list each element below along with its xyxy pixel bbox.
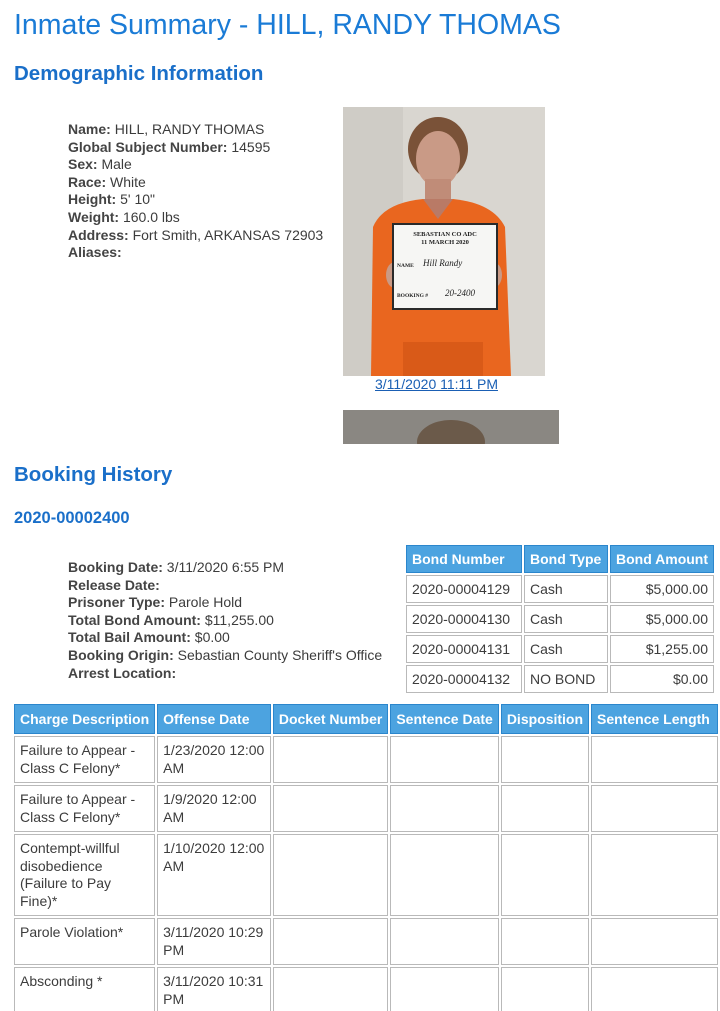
booking-row-total-bond — [68, 612, 382, 630]
booking-history-heading: Booking History — [14, 463, 173, 486]
info-row-address — [68, 227, 323, 245]
bond-number-cell: 2020-00004130 — [406, 605, 522, 633]
info-value: 5' 10" — [120, 191, 155, 208]
disposition-cell — [501, 785, 589, 832]
charge-description-cell: Absconding * — [14, 967, 155, 1011]
sentence-date-cell — [390, 736, 498, 783]
info-label: Name: — [68, 121, 111, 137]
photo-date-link[interactable]: 3/11/2020 11:11 PM — [375, 376, 498, 392]
charge-row — [14, 785, 718, 832]
info-label: Total Bond Amount: — [68, 611, 201, 628]
charge-description-cell: Failure to Appear - Class C Felony* — [14, 736, 155, 783]
sentence-length-cell — [591, 834, 718, 916]
info-label: Aliases: — [68, 244, 122, 261]
placard-name-value: Hill Randy — [423, 258, 463, 268]
bond-header-number: Bond Number — [406, 545, 522, 573]
info-value: Fort Smith, ARKANSAS 72903 — [132, 226, 324, 243]
docket-number-cell — [273, 736, 388, 783]
charges-table — [12, 702, 720, 1011]
booking-row-release — [68, 577, 382, 595]
charge-row — [14, 736, 718, 783]
info-row-subject-number — [68, 139, 323, 157]
demographics-heading: Demographic Information — [14, 62, 264, 85]
docket-number-cell — [273, 834, 388, 916]
disposition-cell — [501, 736, 589, 783]
sentence-date-cell — [390, 785, 498, 832]
info-label: Race: — [68, 173, 107, 190]
info-label: Prisoner Type: — [68, 594, 165, 611]
sentence-length-cell — [591, 736, 718, 783]
info-label: Sex: — [68, 156, 98, 173]
info-row-race — [68, 174, 323, 192]
bond-amount-cell: $5,000.00 — [610, 605, 714, 633]
info-row-name — [68, 121, 323, 139]
bond-number-cell: 2020-00004129 — [406, 575, 522, 603]
offense-date-cell: 3/11/2020 10:29 PM — [157, 918, 271, 965]
info-label: Weight: — [68, 208, 120, 225]
charge-row — [14, 967, 718, 1011]
booking-info — [68, 559, 382, 682]
bond-header-type: Bond Type — [524, 545, 608, 573]
charge-header-sentence-length: Sentence Length — [591, 704, 718, 734]
bond-number-cell: 2020-00004131 — [406, 635, 522, 663]
info-value: Sebastian County Sheriff's Office — [177, 646, 383, 663]
disposition-cell — [501, 834, 589, 916]
info-value: White — [110, 173, 146, 190]
bond-number-cell: 2020-00004132 — [406, 665, 522, 693]
info-label: Total Bail Amount: — [68, 629, 191, 646]
info-row-weight — [68, 209, 323, 227]
sentence-date-cell — [390, 967, 498, 1011]
info-label: Booking Origin: — [68, 646, 174, 663]
bond-type-cell: Cash — [524, 575, 608, 603]
info-value: 3/11/2020 6:55 PM — [166, 559, 285, 575]
booking-row-origin — [68, 647, 382, 665]
bond-header-amount: Bond Amount — [610, 545, 714, 573]
docket-number-cell — [273, 967, 388, 1011]
info-value: Parole Hold — [168, 594, 243, 611]
sentence-date-cell — [390, 918, 498, 965]
placard-booking-value: 20-2400 — [445, 288, 475, 298]
charge-header-offense-date: Offense Date — [157, 704, 271, 734]
info-value: 160.0 lbs — [122, 208, 180, 225]
charge-header-docket-number: Docket Number — [273, 704, 388, 734]
bond-row — [406, 635, 714, 663]
bond-row — [406, 605, 714, 633]
booking-row-arrest-location — [68, 665, 382, 683]
charge-header-disposition: Disposition — [501, 704, 589, 734]
info-value: 14595 — [231, 138, 271, 155]
bond-table-header-row — [406, 545, 714, 573]
offense-date-cell: 1/23/2020 12:00 AM — [157, 736, 271, 783]
demographics-info — [68, 121, 323, 262]
disposition-cell — [501, 967, 589, 1011]
charge-header-description: Charge Description — [14, 704, 155, 734]
sentence-length-cell — [591, 785, 718, 832]
charge-description-cell: Parole Violation* — [14, 918, 155, 965]
booking-row-date — [68, 559, 382, 577]
placard-line2: 11 MARCH 2020 — [421, 239, 469, 246]
placard-booking-label: BOOKING # — [397, 293, 429, 299]
sentence-length-cell — [591, 918, 718, 965]
info-value: $11,255.00 — [204, 611, 274, 628]
charge-row — [14, 918, 718, 965]
bond-amount-cell: $1,255.00 — [610, 635, 714, 663]
info-row-height — [68, 191, 323, 209]
placard-line1: SEBASTIAN CO ADC — [413, 231, 477, 238]
booking-number: 2020-00002400 — [14, 509, 130, 527]
booking-photo-image — [343, 107, 545, 376]
booking-photo-secondary-image — [343, 410, 559, 444]
docket-number-cell — [273, 785, 388, 832]
bond-row — [406, 575, 714, 603]
docket-number-cell — [273, 918, 388, 965]
bond-type-cell: NO BOND — [524, 665, 608, 693]
info-label: Release Date: — [68, 576, 160, 593]
info-value: $0.00 — [194, 629, 230, 646]
info-label: Global Subject Number: — [68, 138, 228, 155]
disposition-cell — [501, 918, 589, 965]
bond-type-cell: Cash — [524, 635, 608, 663]
charge-description-cell: Contempt-willful disobedience (Failure to Pay Fine)* — [14, 834, 155, 916]
info-label: Address: — [68, 226, 129, 243]
booking-row-prisoner-type — [68, 594, 382, 612]
charge-description-cell: Failure to Appear - Class C Felony* — [14, 785, 155, 832]
bond-amount-cell: $5,000.00 — [610, 575, 714, 603]
info-label: Height: — [68, 191, 117, 208]
offense-date-cell: 1/9/2020 12:00 AM — [157, 785, 271, 832]
info-row-sex — [68, 156, 323, 174]
offense-date-cell: 3/11/2020 10:31 PM — [157, 967, 271, 1011]
charges-header-row — [14, 704, 718, 734]
bond-type-cell: Cash — [524, 605, 608, 633]
offense-date-cell: 1/10/2020 12:00 AM — [157, 834, 271, 916]
booking-row-total-bail — [68, 629, 382, 647]
placard-name-label: NAME — [397, 263, 414, 269]
page-title: Inmate Summary - HILL, RANDY THOMAS — [14, 9, 561, 41]
info-row-aliases — [68, 244, 323, 262]
bond-table — [404, 543, 716, 695]
booking-photo[interactable] — [343, 107, 545, 376]
booking-photo-secondary[interactable] — [343, 410, 559, 444]
charge-row — [14, 834, 718, 916]
info-value: Male — [101, 156, 132, 173]
info-label: Booking Date: — [68, 559, 163, 575]
charge-header-sentence-date: Sentence Date — [390, 704, 498, 734]
sentence-date-cell — [390, 834, 498, 916]
sentence-length-cell — [591, 967, 718, 1011]
bond-row — [406, 665, 714, 693]
info-value: HILL, RANDY THOMAS — [114, 121, 265, 137]
bond-amount-cell: $0.00 — [610, 665, 714, 693]
info-label: Arrest Location: — [68, 664, 177, 681]
